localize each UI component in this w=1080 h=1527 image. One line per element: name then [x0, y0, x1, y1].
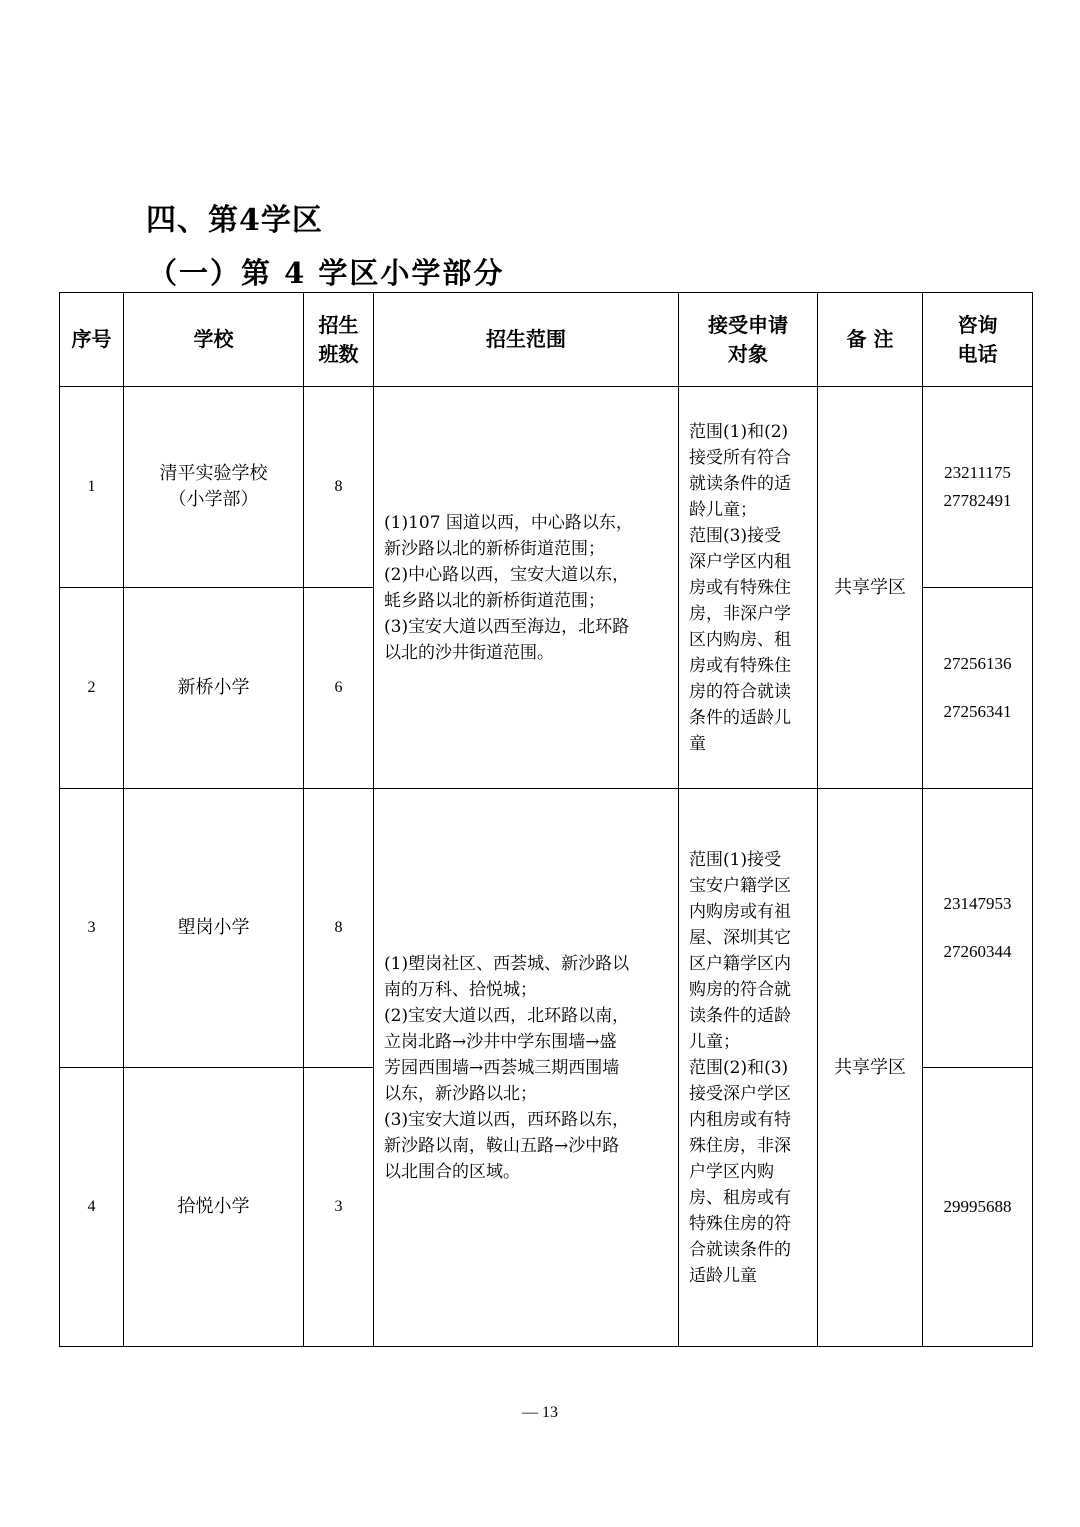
target-line: 适龄儿童 — [689, 1265, 757, 1286]
scope-line: 新沙路以北的新桥街道范围； — [384, 538, 605, 559]
subsection-heading: （一）第 4 学区小学部分 — [148, 256, 505, 290]
row-phone: 27256136 27256341 — [923, 588, 1033, 789]
target-line: 房的符合就读 — [689, 681, 791, 702]
row-seq: 3 — [60, 789, 124, 1068]
target-line: 区户籍学区内 — [689, 953, 791, 974]
target-line: 区内购房、租 — [689, 629, 791, 650]
target-line: 范围(2)和(3) — [689, 1057, 789, 1078]
target-line: 户学区内购 — [689, 1161, 774, 1182]
target-line: 范围(3)接受 — [689, 525, 782, 546]
target-line: 房或有特殊住 — [689, 655, 791, 676]
header-classes: 招生 班数 — [304, 293, 374, 387]
row-phone: 29995688 — [923, 1068, 1033, 1347]
target-line: 殊住房，非深 — [689, 1135, 791, 1156]
row-classes: 8 — [304, 789, 374, 1068]
target-line: 购房的符合就 — [689, 979, 791, 1000]
target-line: 儿童； — [689, 1031, 740, 1052]
header-phone: 咨询 电话 — [923, 293, 1033, 387]
target-cell — [679, 387, 818, 789]
remarks-cell: 共享学区 — [818, 387, 923, 789]
header-seq: 序号 — [60, 293, 124, 387]
scope-cell — [374, 387, 679, 789]
header-scope: 招生范围 — [374, 293, 679, 387]
row-school: 塱岗小学 — [124, 789, 304, 1068]
scope-line: (1)107 国道以西，中心路以东， — [384, 512, 633, 533]
scope-line: 以北围合的区域。 — [384, 1161, 520, 1182]
target-line: 读条件的适龄 — [689, 1005, 791, 1026]
target-cell — [679, 789, 818, 1347]
target-line: 房、租房或有 — [689, 1187, 791, 1208]
scope-line: (3)宝安大道以西至海边，北环路 — [384, 616, 630, 637]
row-school: 新桥小学 — [124, 588, 304, 789]
target-line: 条件的适龄儿 — [689, 707, 791, 728]
scope-line: 芳园西围墙→西荟城三期西围墙 — [384, 1057, 620, 1078]
target-line: 童 — [689, 733, 706, 754]
row-classes: 6 — [304, 588, 374, 789]
target-line: 屋、深圳其它 — [689, 927, 791, 948]
scope-line: 蚝乡路以北的新桥街道范围； — [384, 590, 605, 611]
scope-line: (1)塱岗社区、西荟城、新沙路以 — [384, 953, 630, 974]
target-line: 合就读条件的 — [689, 1239, 791, 1260]
row-classes: 3 — [304, 1068, 374, 1347]
target-line: 范围(1)接受 — [689, 849, 782, 870]
scope-line: 新沙路以南，鞍山五路→沙中路 — [384, 1135, 620, 1156]
scope-line: (2)中心路以西，宝安大道以东， — [384, 564, 630, 585]
scope-line: 以北的沙井街道范围。 — [384, 642, 554, 663]
scope-line: 南的万科、拾悦城； — [384, 979, 537, 1000]
target-line: 龄儿童； — [689, 499, 757, 520]
row-seq: 2 — [60, 588, 124, 789]
target-line: 接受所有符合 — [689, 447, 791, 468]
scope-line: (2)宝安大道以西，北环路以南， — [384, 1005, 630, 1026]
target-line: 范围(1)和(2) — [689, 421, 789, 442]
table-row — [60, 387, 1033, 588]
header-school: 学校 — [124, 293, 304, 387]
enrollment-table — [59, 292, 1033, 1347]
table-header-row — [60, 293, 1033, 387]
target-line: 宝安户籍学区 — [689, 875, 791, 896]
target-line: 内租房或有特 — [689, 1109, 791, 1130]
row-phone: 23211175 27782491 — [923, 387, 1033, 588]
row-seq: 1 — [60, 387, 124, 588]
target-line: 接受深户学区 — [689, 1083, 791, 1104]
row-school: 拾悦小学 — [124, 1068, 304, 1347]
page-number: — 13 — [522, 1404, 558, 1421]
target-line: 就读条件的适 — [689, 473, 791, 494]
row-phone: 23147953 27260344 — [923, 789, 1033, 1068]
row-seq: 4 — [60, 1068, 124, 1347]
scope-line: 立岗北路→沙井中学东围墙→盛 — [384, 1031, 617, 1052]
target-line: 特殊住房的符 — [689, 1213, 791, 1234]
header-remarks: 备 注 — [818, 293, 923, 387]
target-line: 深户学区内租 — [689, 551, 791, 572]
row-classes: 8 — [304, 387, 374, 588]
scope-cell — [374, 789, 679, 1347]
scope-line: 以东，新沙路以北； — [384, 1083, 537, 1104]
header-target: 接受申请 对象 — [679, 293, 818, 387]
target-line: 内购房或有祖 — [689, 901, 791, 922]
row-school: 清平实验学校 （小学部） — [124, 387, 304, 588]
target-line: 房，非深户学 — [689, 603, 791, 624]
table-row — [60, 789, 1033, 1068]
remarks-cell: 共享学区 — [818, 789, 923, 1347]
target-line: 房或有特殊住 — [689, 577, 791, 598]
scope-line: (3)宝安大道以西，西环路以东， — [384, 1109, 630, 1130]
section-heading: 四、第4学区 — [146, 203, 323, 238]
